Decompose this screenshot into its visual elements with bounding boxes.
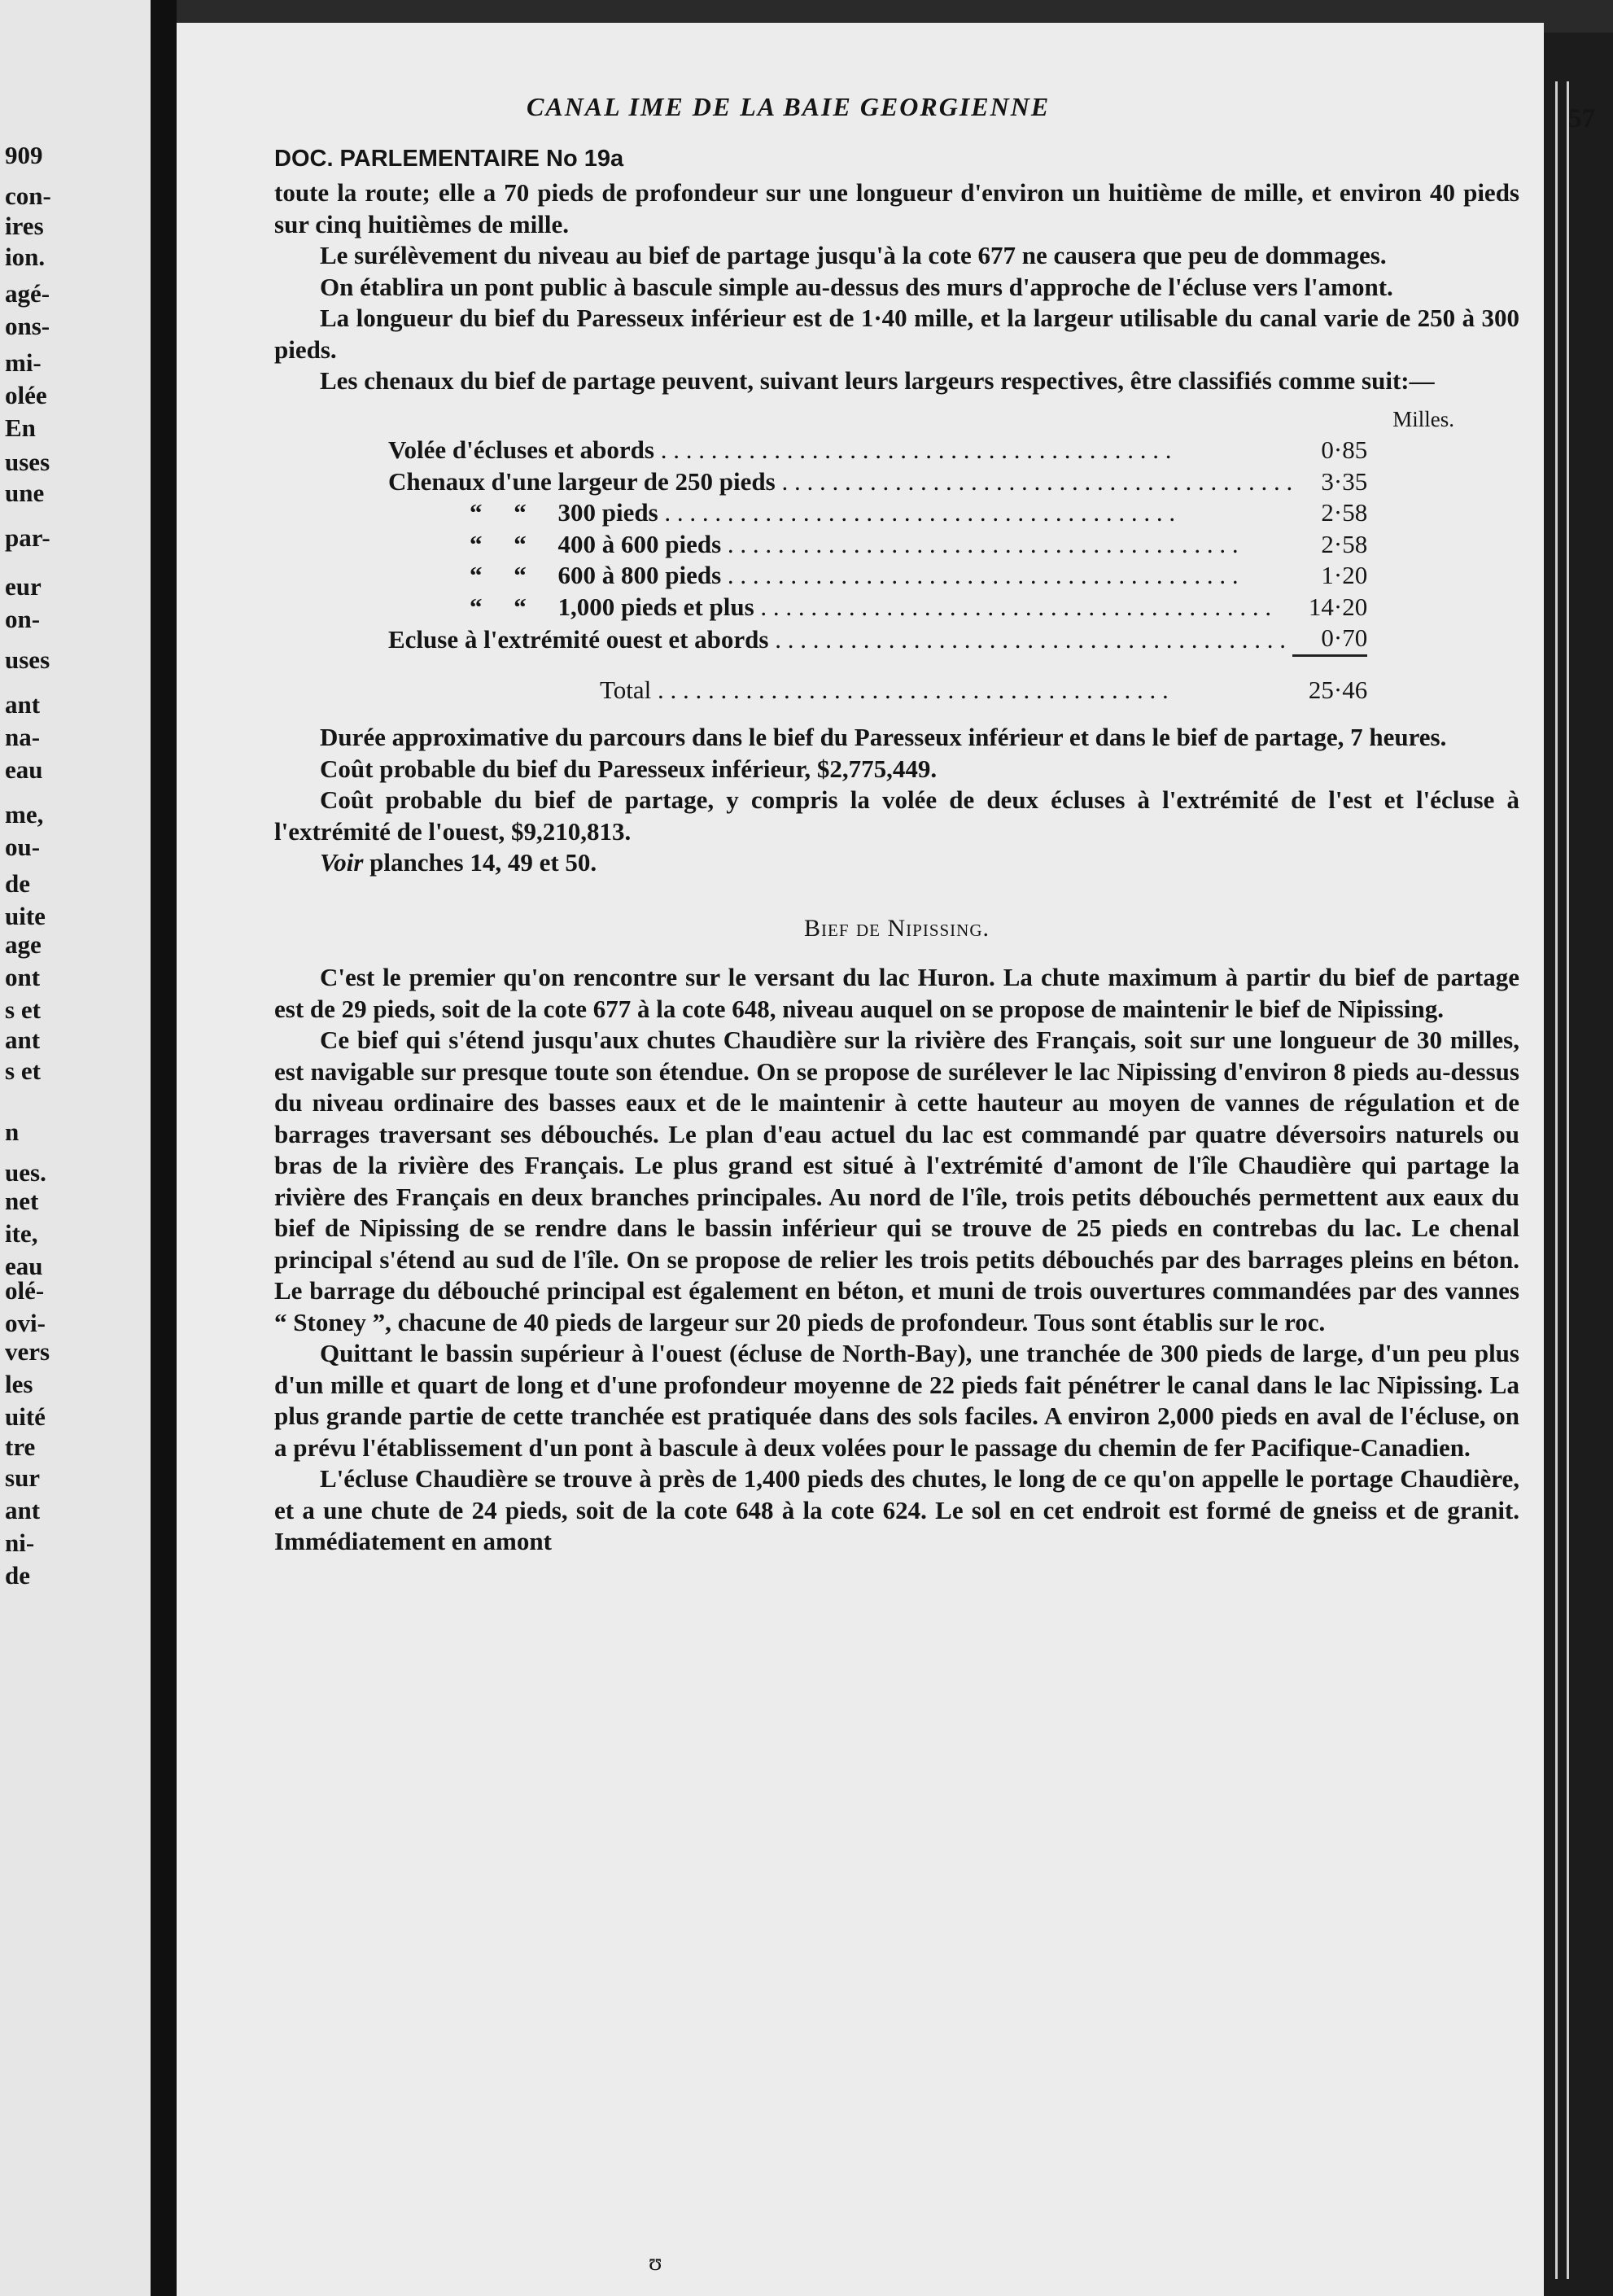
paragraph: Durée approximative du parcours dans le bief du Paresseux inférieur et dans le bief de partage, 7 heures. [320,723,1447,751]
table-total-value: 25·46 [1292,655,1367,706]
facing-page-text: ont [5,963,41,991]
paragraph: Le surélèvement du niveau au bief de partage jusqu'à la cote 677 ne causera que peu de dommages. [320,241,1387,269]
facing-page-text: ues. [5,1158,46,1187]
voir-reference [274,847,1519,879]
document-page [177,23,1595,2296]
facing-page-text: vers [5,1337,50,1366]
facing-page-text: En [5,413,36,442]
voir-word: Voir [320,848,364,877]
table-row [388,592,1367,623]
facing-page-text: ion. [5,243,46,271]
facing-page-text: uite [5,902,46,930]
table-row-label: “ “ 600 à 800 pieds . . . [388,561,1239,589]
facing-page-text: ant [5,1496,41,1524]
document-reference: DOC. PARLEMENTAIRE No 19a [274,146,624,172]
table-row [388,497,1367,529]
facing-page-text: uité [5,1402,46,1431]
facing-page-text: eau [5,755,43,784]
paragraph: toute la route; elle a 70 pieds de profondeur sur une longueur d'environ un huitième de mille, et environ 40 pieds sur cinq huitièmes de mille. [274,178,1519,238]
page-number: 57 [1568,104,1595,133]
facing-page-text: n [5,1117,20,1146]
table-row-label: “ “ 300 pieds . . . [388,498,1175,527]
facing-page-text: tre [5,1432,36,1461]
facing-page-text: uses [5,448,50,476]
facing-page-text: s et [5,1056,41,1085]
table-row-label: “ “ 400 à 600 pieds . . . [388,530,1239,558]
facing-page-text: eur [5,572,42,601]
facing-page-text: agé- [5,279,50,308]
table-row [388,560,1367,592]
table-row [388,435,1367,466]
facing-page-text: une [5,479,45,507]
facing-page-text: olé- [5,1276,45,1305]
facing-page-text: sur [5,1463,41,1492]
facing-page-text: age [5,930,42,959]
facing-page-text: con- [5,181,51,210]
running-head: CANAL IME DE LA BAIE GEORGIENNE [527,92,1051,121]
table-row-value: 14·20 [1308,592,1368,621]
table-row-label: Volée d'écluses et abords . . . [388,435,1171,464]
table-unit-header: Milles. [1392,406,1454,431]
facing-page-text: ni- [5,1528,35,1557]
facing-page-text: eau [5,1252,43,1280]
facing-page-text: les [5,1370,33,1398]
facing-page-text: de [5,869,30,898]
page-edge-line [1567,81,1569,2279]
table-row-value: 0·70 [1321,623,1368,652]
facing-page-text: na- [5,723,41,751]
table-total-label: Total . . . [388,676,1169,704]
facing-page-text: ons- [5,312,50,340]
paragraph: Ce bief qui s'étend jusqu'aux chutes Chaudière sur la rivière des Français, soit sur une longueur de 30 milles, est navigable sur presque toute son étendue. On se propose de surélever le lac Nipissing d'environ 8 pieds au-dessus du niveau ordinaire des basses eaux et de le maintenir à cette hauteur au moyen de vannes de régulation et de barrages traversant ses débouchés. Le plan d'eau actuel du lac est commandé par quatre déversoirs naturels ou bras de la rivière des Français. Le plus grand est situé à l'extrémité d'amont de l'île Chaudière qui partage la rivière des Français en deux branches principales. Au nord de l'île, trois petits débouchés permettent aux eaux du bief de Nipissing de se rendre dans le bassin inférieur qui se trouve de 25 pieds en contrebas du lac. Le chenal principal s'étend au sud de l'île. On se propose de relier les trois petits débouchés par des barrages pleins en béton. Le barrage du débouché principal est également en béton, et muni de trois ouvertures commandées par des vannes “ Stoney ”, chacune de 40 pieds de largeur sur 20 pieds de profondeur. Tous sont établis sur le roc. [274,1026,1519,1336]
paragraph: On établira un pont public à bascule simple au-dessus des murs d'approche de l'écluse vers l'amont. [320,272,1393,301]
table-row [388,623,1367,655]
channel-length-table [388,435,1367,706]
paragraph: Quittant le bassin supérieur à l'ouest (écluse de North-Bay), une tranchée de 300 pieds de large, d'un peu plus d'un mille et quart de long et d'une profondeur moyenne de 22 pieds fait pénétrer le canal dans le lac Nipissing. La plus grande partie de cette tranchée est pratiquée dans des sols faciles. A environ 2,000 pieds en aval de l'écluse, on a prévu l'établissement d'un pont à bascule à deux volées pour le passage du chemin de fer Pacifique-Canadien. [274,1339,1519,1462]
paragraph: L'écluse Chaudière se trouve à près de 1,400 pieds des chutes, le long de ce qu'on appelle le portage Chaudière, et a une chute de 24 pieds, soit de la cote 648 à la cote 624. Le sol en cet endroit est formé de gneiss et de granit. Immédiatement en amont [274,1464,1519,1555]
paragraph: Les chenaux du bief de partage peuvent, suivant leurs largeurs respectives, être classifiés comme suit:— [320,366,1435,395]
paragraph: Coût probable du bief du Paresseux inférieur, $2,775,449. [320,754,938,783]
table-row [388,529,1367,561]
facing-page-text: ovi- [5,1309,46,1337]
paragraph: C'est le premier qu'on rencontre sur le versant du lac Huron. La chute maximum à partir du bief de partage est de 29 pieds, soit de la cote 677 à la cote 648, niveau auquel on se propose de maintenir le bief de Nipissing. [274,963,1519,1023]
facing-page-text: olée [5,381,47,409]
paragraph: Coût probable du bief de partage, y compris la volée de deux écluses à l'extrémité de l'est et l'écluse à l'extrémité de l'ouest, $9,210,813. [274,785,1519,846]
table-row-label: Ecluse à l'extrémité ouest et abords . . . [388,625,1286,654]
page-edge [1544,33,1613,2296]
facing-page-text: ant [5,690,41,719]
facing-page-text: on- [5,605,41,633]
book-gutter [151,0,177,2296]
facing-page-text: s et [5,995,41,1024]
facing-page-text: ires [5,212,44,240]
table-row-value: 0·85 [1321,435,1368,464]
facing-page-text: de [5,1561,30,1590]
table-row-value: 2·58 [1321,498,1368,527]
facing-page-text: 909 [5,141,43,169]
voir-text: planches 14, 49 et 50. [363,848,597,877]
facing-page-text: ant [5,1026,41,1054]
paragraph: La longueur du bief du Paresseux inférieur est de 1·40 mille, et la largeur utilisable du canal varie de 250 à 300 pieds. [274,304,1519,364]
section-title: Bief de Nipissing. [803,914,990,942]
table-row-label: “ “ 1,000 pieds et plus . . . [388,593,1271,621]
page-edge-line [1555,81,1558,2279]
table-total-row [388,655,1367,706]
table-row-value: 2·58 [1321,529,1368,558]
footer-mark: ʊ [649,2249,662,2276]
facing-page-text: uses [5,645,50,674]
table-row-value: 3·35 [1321,466,1368,496]
body-text [274,177,1519,1558]
table-row [388,466,1367,498]
table-row-label: Chenaux d'une largeur de 250 pieds . . . [388,467,1292,496]
facing-page-text: ou- [5,833,41,861]
facing-page-text: mi- [5,348,42,377]
facing-page-text: ite, [5,1219,38,1248]
facing-page-text: me, [5,800,44,829]
table-row-value: 1·20 [1321,561,1368,589]
facing-page-fragment [0,0,151,2296]
facing-page-text: net [5,1187,39,1215]
facing-page-text: par- [5,523,50,552]
